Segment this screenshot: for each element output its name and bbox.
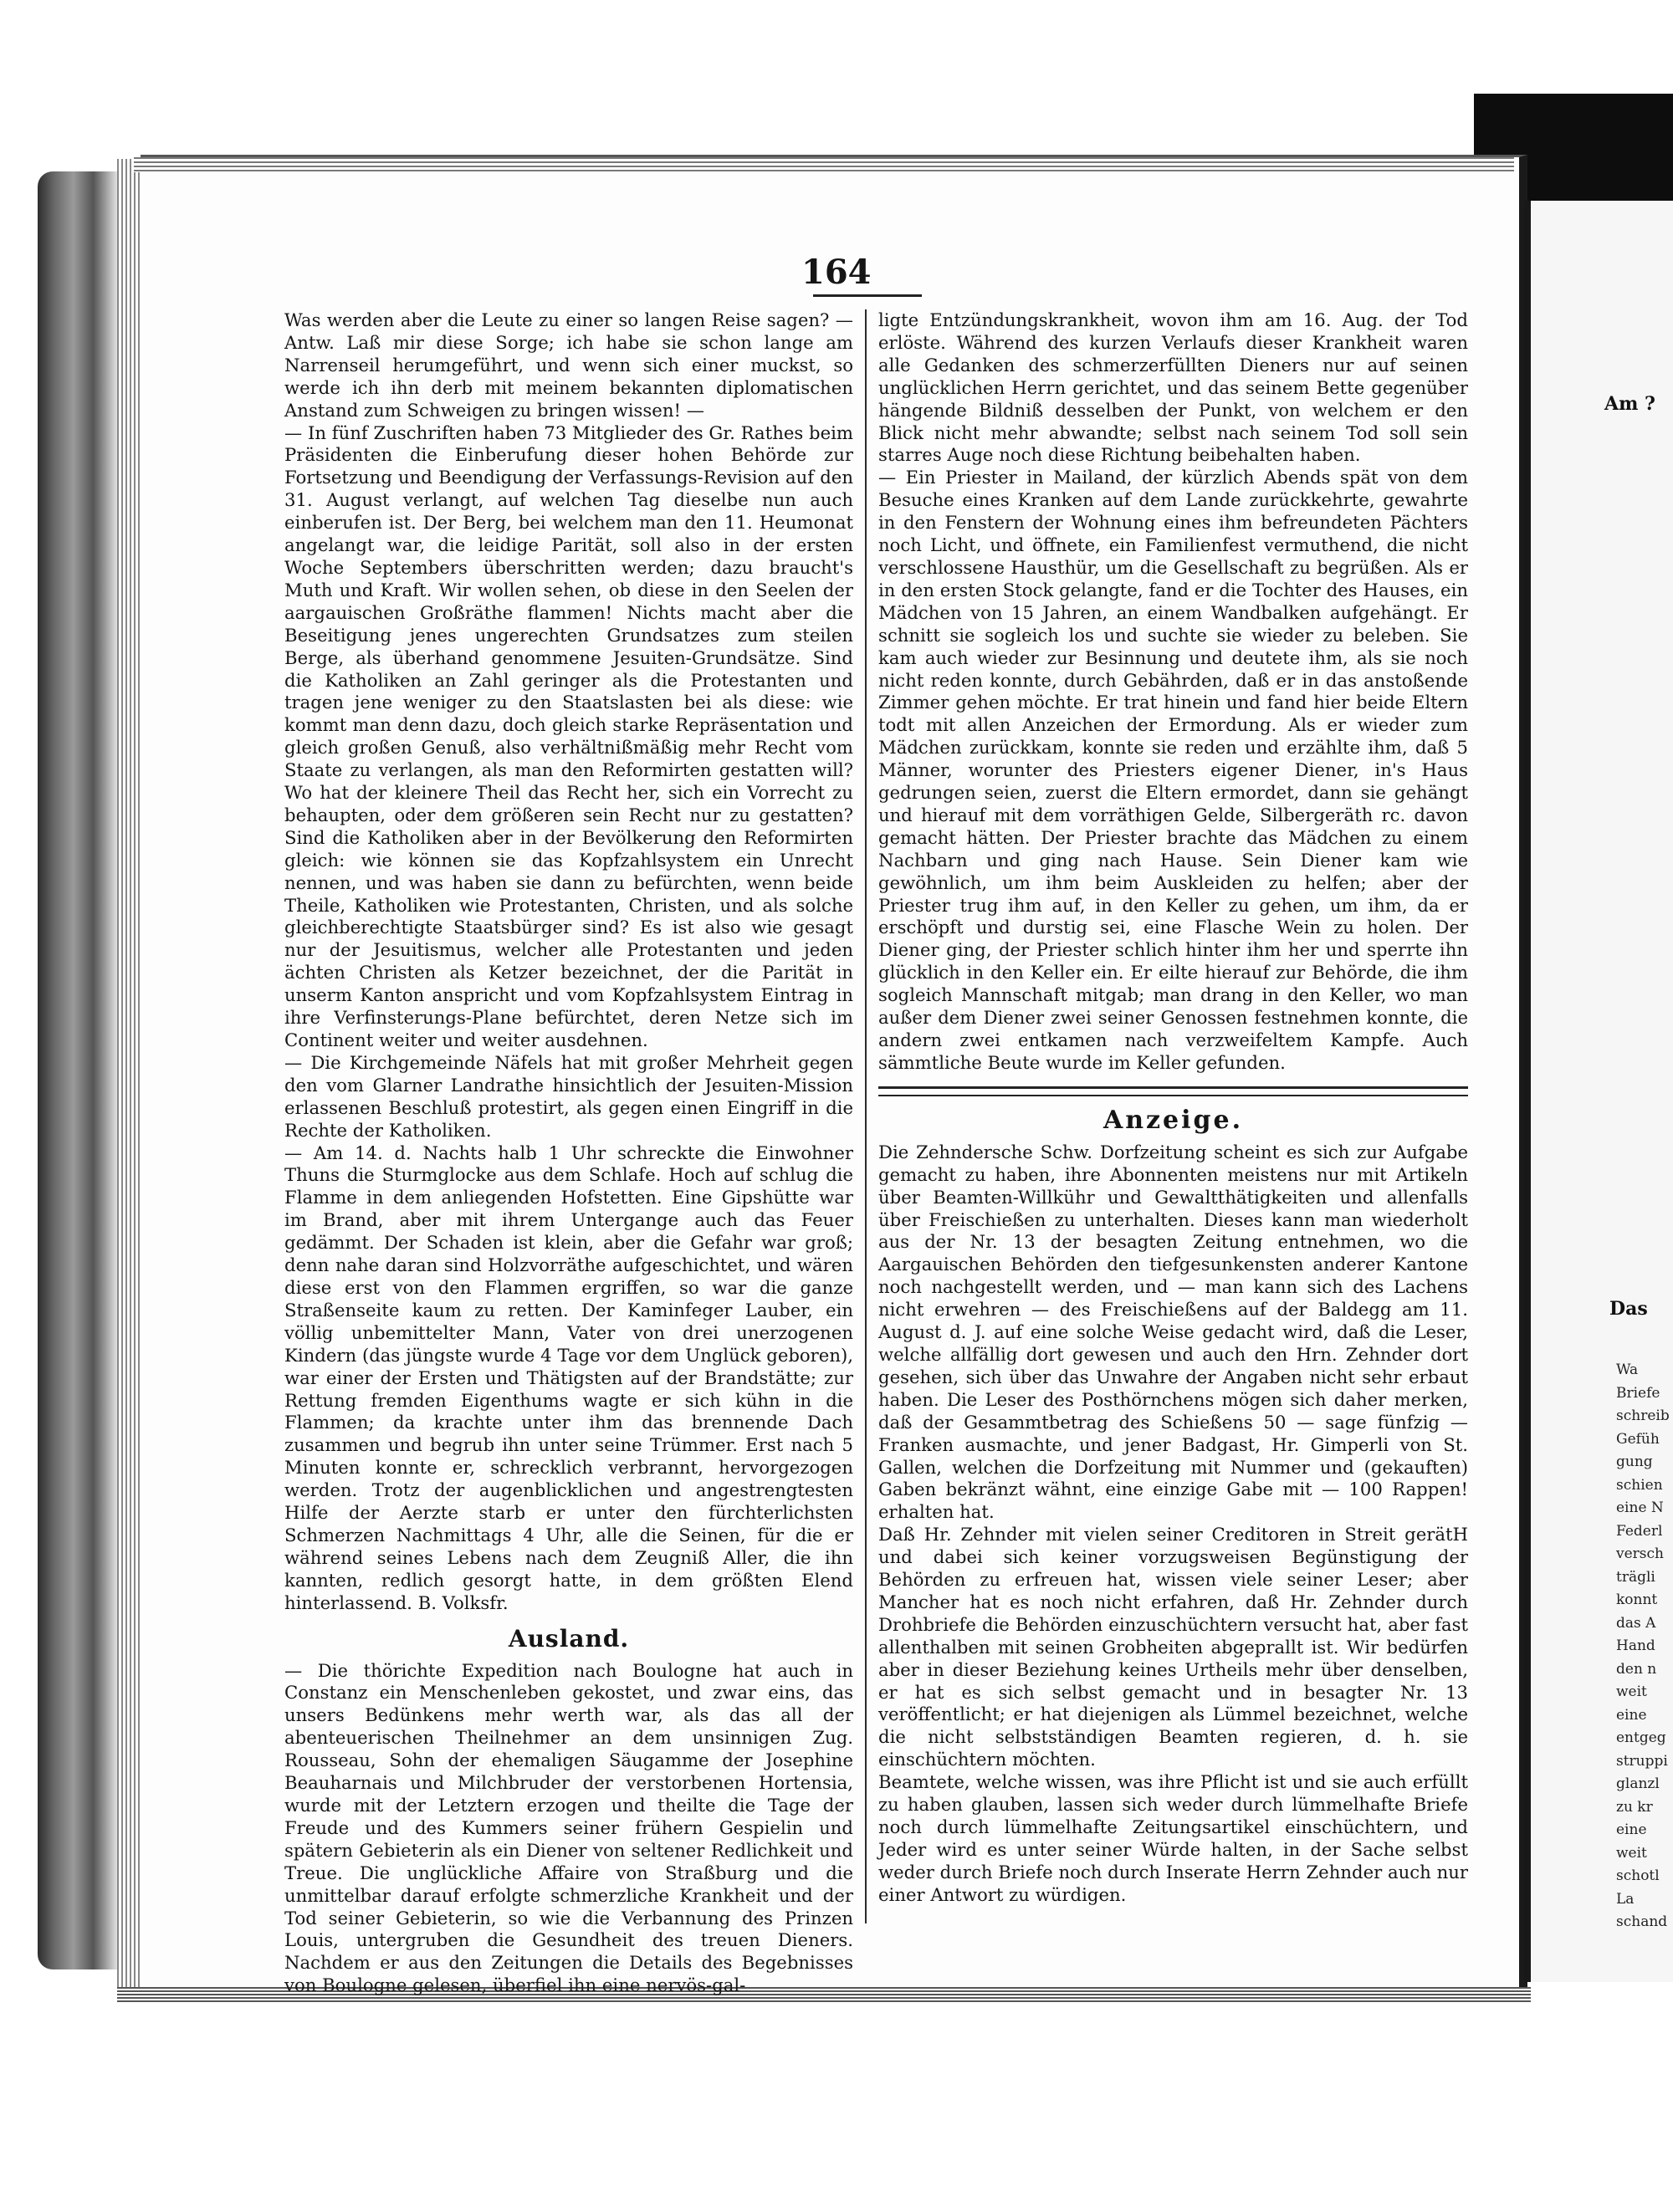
- adjacent-line: Briefe: [1616, 1384, 1660, 1402]
- adjacent-line: Hand: [1616, 1637, 1655, 1654]
- adjacent-line: schand: [1616, 1913, 1668, 1930]
- adjacent-page-heading: Am ?: [1604, 393, 1655, 415]
- adjacent-line: schien: [1616, 1476, 1663, 1494]
- adjacent-line: das A: [1616, 1614, 1656, 1632]
- adjacent-line: versch: [1616, 1545, 1664, 1562]
- page-number-underline: [813, 294, 922, 297]
- adjacent-line: Federl: [1616, 1522, 1663, 1540]
- adjacent-line: gung: [1616, 1453, 1653, 1470]
- adjacent-line: glanzl: [1616, 1775, 1660, 1792]
- left-column: [284, 309, 853, 1997]
- paragraph: — In fünf Zuschriften haben 73 Mitglieder des Gr. Rathes beim Präsidenten die Einberufung dieser hohen Behörde zur Fortsetzung und Beendigung der Verfassungs-Revision auf den 31. August verlangt, auf welchen Tag dieselbe nun auch einberufen ist. Der Berg, bei welchem man den 11. Heumonat angelangt war, die leidige Parität, soll also in der ersten Woche Septembers überschritten werden; dazu braucht's Muth und Kraft. Wir wollen sehen, ob diese in den Seelen der aargauischen Großräthe flammen! Nichts macht aber die Beseitigung jenes ungerechten Grundsatzes zum steilen Berge, als überhand genommene Jesuiten-Grundsätze. Sind die Katholiken an Zahl geringer als die Protestanten und tragen jene weniger zu den Staatslasten bei als diese: wie kommt man denn dazu, doch gleich starke Repräsentation und gleich großen Genuß, also verhältnißmäßig mehr Recht vom Staate zu verlangen, als man den Reformirten gestatten will? Wo hat der kleinere Theil das Recht her, sich ein Vorrecht zu behaupten, oder dem größeren sein Recht nur zu gestatten? Sind die Katholiken aber in der Bevölkerung den Reformirten gleich: wie können sie das Kopfzahlsystem ein Unrecht nennen, und was haben sie dann zu befürchten, wenn beide Theile, Katholiken wie Protestanten, Christen, und als solche gleichberechtigte Staatsbürger sind? Es ist also wie gesagt nur der Jesuitismus, welcher alle Protestanten und jeden ächten Christen als Ketzer bezeichnet, der die Parität in unserm Kanton anspricht und vom Kopfzahlsystem Eintrag in ihre Verfinsterungs-Plane befürchtet, deren Netze sich im Continent weiter und weiter ausdehnen.: [284, 421, 853, 1050]
- paragraph: Die Zehndersche Schw. Dorfzeitung scheint es sich zur Aufgabe gemacht zu haben, ihre Abonnenten meistens nur mit Artikeln über Beamten-Willkühr und Gewaltthätigkeiten und allenfalls über Freischießen zu unterhalten. Dieses kann man wiederholt aus der Nr. 13 der besagten Zeitung entnehmen, wo die Aargauischen Behörden den tiefgesunkensten anderer Kantone noch nachgestellt werden, und — man kann sich des Lachens nicht erwehren — des Freischießens auf der Baldegg am 11. August d. J. auf eine solche Weise gedacht wird, daß die Leser, welche allfällig dort gewesen und auch den Hrn. Zehnder dort gesehen, sich über das Unwahre der Angaben nicht sehr erbaut haben. Die Leser des Posthörnchens mögen sich daher merken, daß der Gesammtbetrag des Schießens 50 — sage fünfzig — Franken ausmachte, und jener Badgast, Hr. Gimperli von St. Gallen, welchen die Dorfzeitung mit Nummer und (gekauften) Gaben bekränzt wähnt, eine einzige Gabe mit — 100 Rappen! erhalten hat.: [878, 1141, 1468, 1523]
- adjacent-page-fragments: [1616, 1359, 1673, 1934]
- page-edges-top: [134, 157, 1514, 172]
- paragraph: — Die thörichte Expedition nach Boulogne hat auch in Constanz ein Menschenleben gekostet, und zwar eins, das unsers Bedünkens mehr werth war, als das all der abenteuerischen Theilnehmer an dem unsinnigen Zug. Rousseau, Sohn der ehemaligen Säugamme der Josephine Beauharnais und Milchbruder der verstorbenen Hortensia, wurde mit der Letztern erzogen und theilte die Tage der Freude und des Kummers seiner frühern Gespielin und spätern Gebieterin als ein Diener von seltener Redlichkeit und Treue. Die unglückliche Affaire von Straßburg und die unmittelbar darauf erfolgte schmerzliche Krankheit und der Tod seiner Gebieterin, so wie die Verbannung des Prinzen Louis, untergruben die Gesundheit des treuen Dieners. Nachdem er aus den Zeitungen die Details des Begebnisses von Boulogne gelesen, überfiel ihn eine nervös-gal-: [284, 1659, 853, 1996]
- adjacent-line: weit: [1616, 1683, 1647, 1700]
- adjacent-line: weit: [1616, 1844, 1647, 1862]
- paragraph: Beamtete, welche wissen, was ihre Pflicht ist und sie auch erfüllt zu haben glauben, lassen sich weder durch lümmelhafte Briefe noch durch lümmelhafte Zeitungsartikel einschüchtern, und Jeder wird es unter seiner Würde halten, in der Sache selbst weder durch Briefe noch durch Inserate Herrn Zehnder auch nur einer Antwort zu würdigen.: [878, 1771, 1468, 1905]
- paragraph: — Ein Priester in Mailand, der kürzlich Abends spät von dem Besuche eines Kranken auf dem Lande zurückkehrte, gewahrte in den Fenstern der Wohnung eines ihm befreundeten Pächters noch Licht, und öffnete, ein Familienfest vermuthend, die nicht verschlossene Hausthür, um die Gesellschaft zu begrüßen. Als er in den ersten Stock gelangte, fand er die Tochter des Hauses, ein Mädchen von 15 Jahren, an einem Wandbalken aufgehängt. Er schnitt sie sogleich los und suchte sie wieder zu beleben. Sie kam auch wieder zur Besinnung und deutete ihm, als sie noch nicht reden konnte, durch Gebährden, daß er in das anstoßende Zimmer gehen möchte. Er trat hinein und fand hier beide Eltern todt mit allen Anzeichen der Ermordung. Als er wieder zum Mädchen zurückkam, konnte sie reden und erzählte ihm, daß 5 Männer, worunter des Priesters eigener Diener, in's Haus gedrungen seien, zuerst die Eltern ermordet, dann sie gehängt und hierauf mit dem vorräthigen Gelde, Silbergeräth rc. davon gemacht hätten. Der Priester brachte das Mädchen zu einem Nachbarn und ging nach Hause. Sein Diener kam wie gewöhnlich, um ihm beim Auskleiden zu helfen; aber der Priester trug ihm auf, in den Keller zu gehen, um ihm, da er erschöpft und durstig sei, eine Flasche Wein zu holen. Der Diener ging, der Priester schlich hinter ihm her und sperrte ihn glücklich in den Keller ein. Er eilte hierauf zur Behörde, die ihm sogleich Mannschaft mitgab; man drang in den Keller, wo man außer dem Diener zwei seiner Genossen festnehmen konnte, die andern zwei entkamen nach verzweifeltem Kampfe. Auch sämmtliche Beute wurde im Keller gefunden.: [878, 467, 1468, 1073]
- page-edges-left: [117, 159, 141, 1990]
- adjacent-line: schreib: [1616, 1407, 1670, 1424]
- paragraph: ligte Entzündungskrankheit, wovon ihm am 16. Aug. der Tod erlöste. Während des kurzen Verlaufs dieser Krankheit waren alle Gedanken des schmerzerfüllten Dieners nur auf seinen unglücklichen Herrn gerichtet, und das seinem Bette gegenüber hängende Bildniß desselben der Punkt, von welchem er den Blick nicht mehr abwandte; selbst nach seinem Tod soll sein starres Auge noch diese Richtung beibehalten haben.: [878, 309, 1468, 466]
- section-heading-anzeige: Anzeige.: [1103, 1105, 1244, 1135]
- adjacent-page-heading: Das: [1609, 1298, 1648, 1320]
- page-number: 164: [801, 253, 872, 292]
- adjacent-line: zu kr: [1616, 1798, 1653, 1816]
- adjacent-line: konnt: [1616, 1591, 1658, 1608]
- adjacent-line: eine: [1616, 1821, 1647, 1838]
- adjacent-line: eine N: [1616, 1499, 1664, 1516]
- adjacent-line: entgeg: [1616, 1729, 1666, 1746]
- paragraph: Daß Hr. Zehnder mit vielen seiner Creditoren in Streit gerätH und dabei sich keiner vorzugsweisen Begünstigung der Behörden zu erfreuen hat, wissen viele seiner Leser; aber Mancher hat es noch nicht erfahren, daß Hr. Zehnder durch Drohbriefe die Behörden einzuschüchtern versucht hat, aber fast allenthalben mit seinen Grobheiten abgeprallt ist. Wir bedürfen aber in dieser Beziehung keines Urtheils mehr über denselben, er hat es sich selbst gemacht und in besagter Nr. 13 veröffentlicht; er hat diejenigen als Lümmel bezeichnet, welche die nicht selbstständigen Beamten regieren, d. h. sie einschüchtern möchten.: [878, 1524, 1468, 1770]
- paragraph: — Am 14. d. Nachts halb 1 Uhr schreckte die Einwohner Thuns die Sturmglocke aus dem Schlafe. Hoch auf schlug die Flamme in dem anliegenden Hofstetten. Eine Gipshütte war im Brand, aber mit ihrem Untergange auch das Feuer gedämmt. Der Schaden ist klein, aber die Gefahr war groß; denn nahe daran sind Holzvorräthe aufgeschichtet, und wären diese erst von den Flammen ergriffen, so war die ganze Straßenseite kaum zu retten. Der Kaminfeger Lauber, ein völlig unbemittelter Mann, Vater von drei unerzogenen Kindern (das jüngste wurde 4 Tage vor dem Unglück geboren), war einer der Ersten und Thätigsten auf der Brandstätte; zur Rettung fremden Eigenthums wagte er sich kühn in die Flammen; da krachte unter ihm das brennende Dach zusammen und begrub ihn unter seine Trümmer. Erst nach 5 Minuten konnte er, schrecklich verbrannt, hervorgezogen werden. Trotz der augenblicklichen und angestrengtesten Hilfe der Aerzte starb er unter den fürchterlichsten Schmerzen Nachmittags 4 Uhr, alle die Seinen, für die er während seines Lebens nach dem Zeugniß Aller, die ihn kannten, redlich gesorgt hatte, in dem größten Elend hinterlassend. B. Volksfr.: [284, 1142, 853, 1613]
- column-divider: [865, 309, 867, 1923]
- paragraph: — Die Kirchgemeinde Näfels hat mit großer Mehrheit gegen den vom Glarner Landrathe hinsichtlich der Jesuiten-Mission erlassenen Beschluß protestirt, als gegen einen Eingriff in die Rechte der Katholiken.: [284, 1051, 853, 1141]
- book-spine: [38, 171, 117, 1969]
- section-heading-ausland: Ausland.: [508, 1624, 630, 1653]
- adjacent-line: schotl: [1616, 1867, 1660, 1884]
- advertisement-rule: [878, 1086, 1468, 1096]
- adjacent-line: eine: [1616, 1706, 1647, 1724]
- adjacent-line: Gefüh: [1616, 1430, 1660, 1448]
- adjacent-line: den n: [1616, 1660, 1657, 1678]
- adjacent-line: struppi: [1616, 1752, 1668, 1770]
- right-column: [878, 309, 1468, 1907]
- adjacent-line: La: [1616, 1890, 1635, 1908]
- adjacent-line: trägli: [1616, 1568, 1655, 1586]
- adjacent-line: Wa: [1616, 1361, 1639, 1378]
- paragraph: Was werden aber die Leute zu einer so langen Reise sagen? — Antw. Laß mir diese Sorge; ich habe sie schon lange am Narrenseil herumgeführt, und wenn sich einer muckst, so werde ich ihn derb mit meinem bekannten diplomatischen Anstand zum Schweigen zu bringen wissen! —: [284, 309, 853, 421]
